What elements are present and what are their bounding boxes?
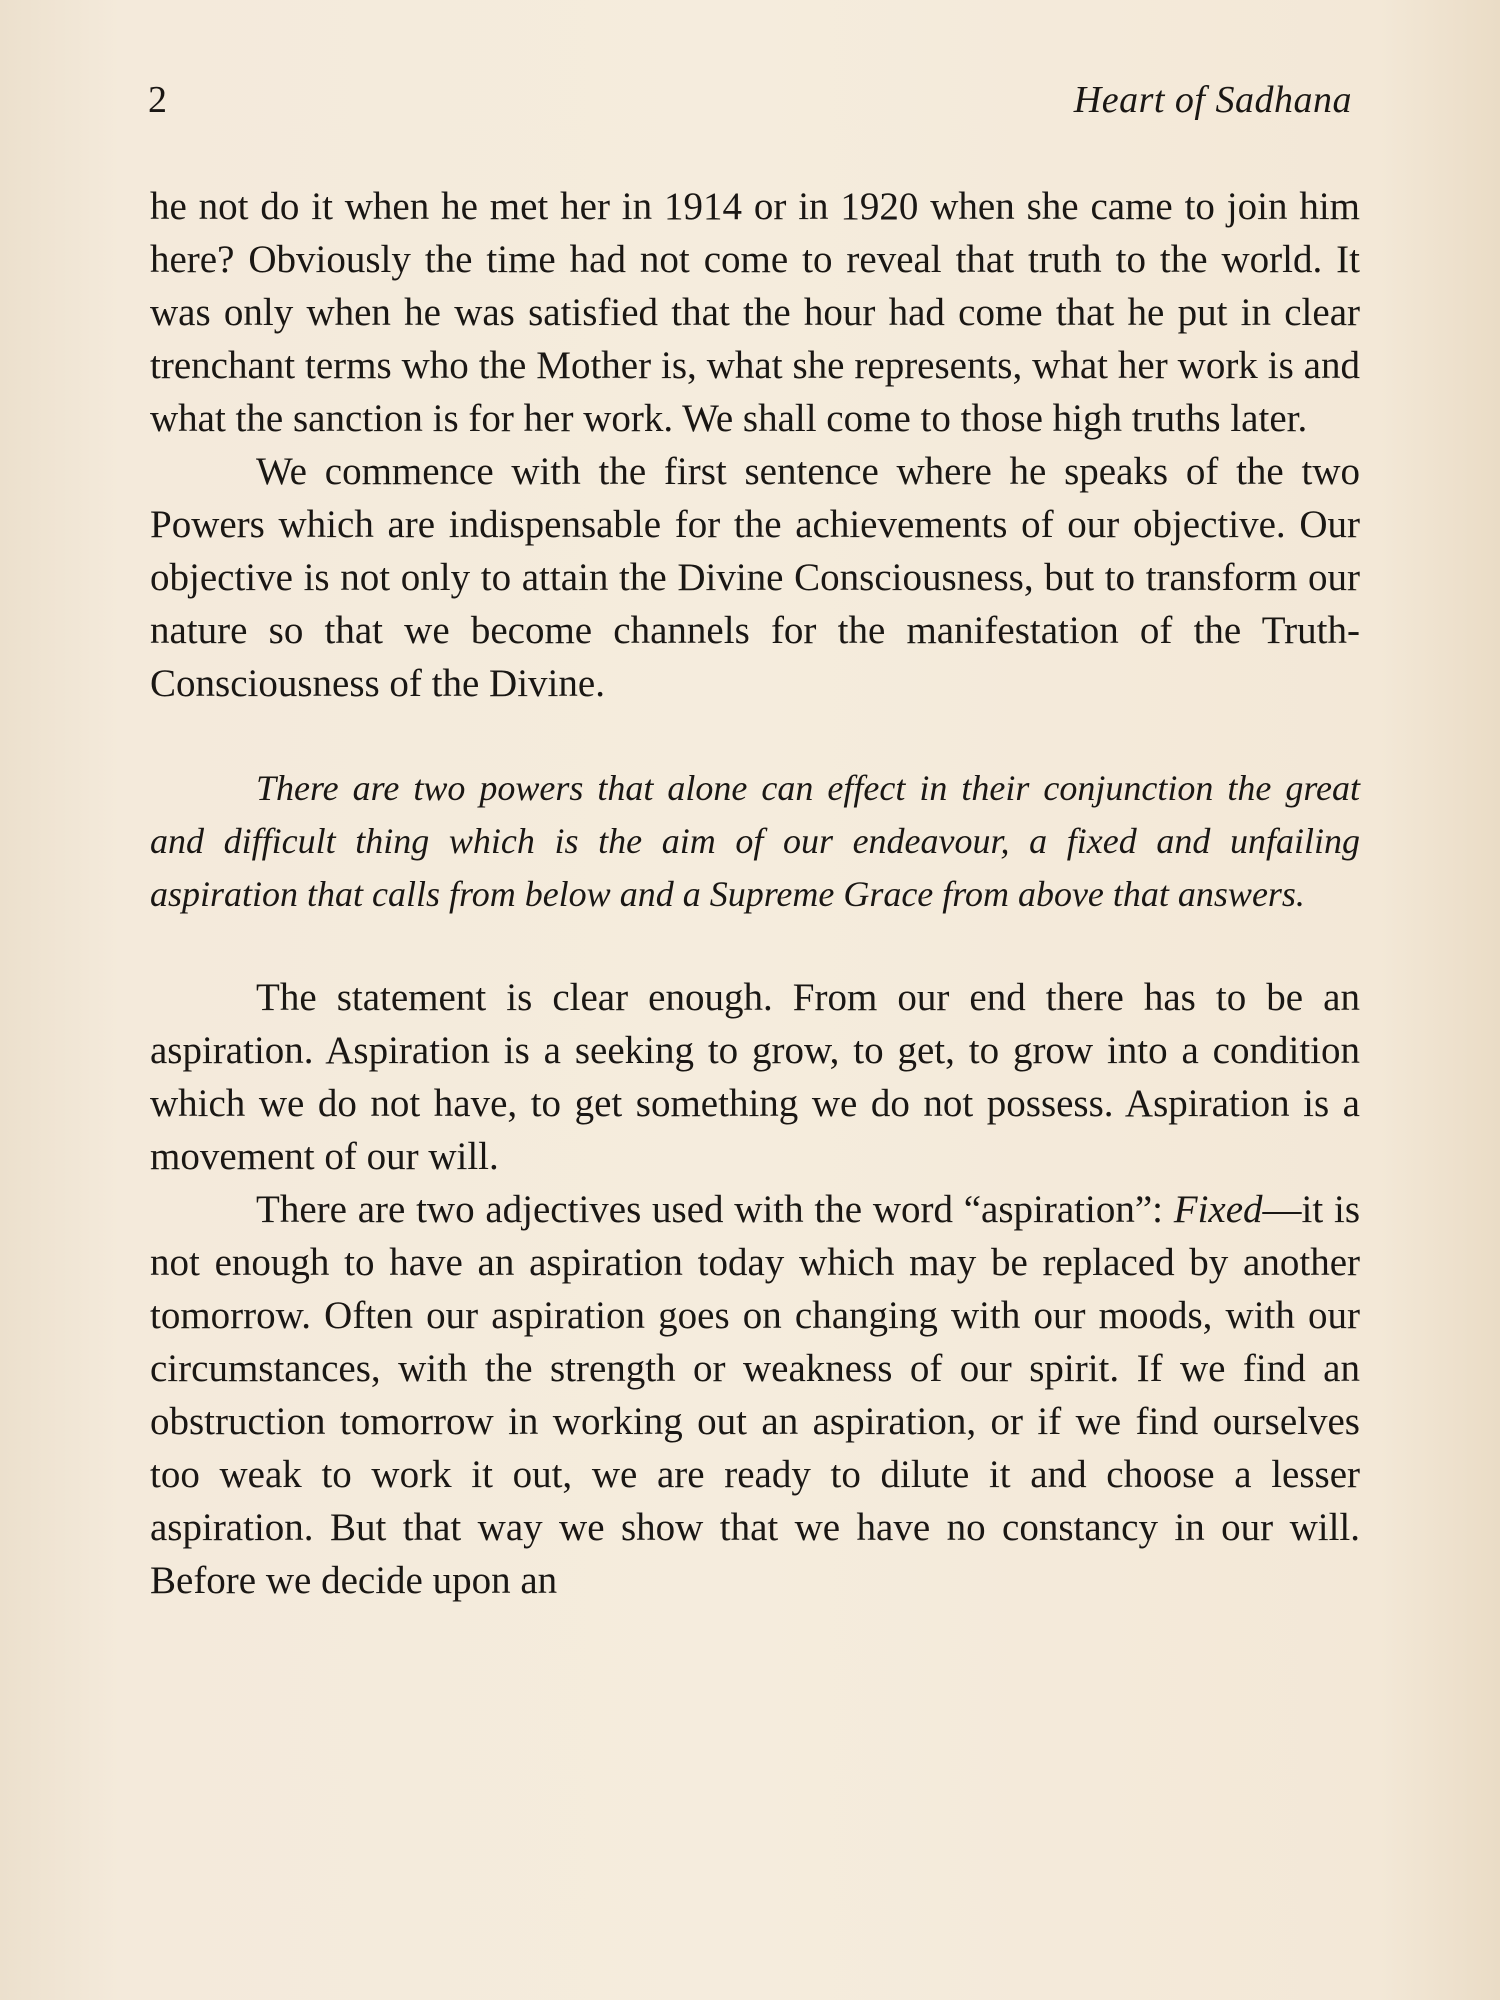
paragraph-1: he not do it when he met her in 1914 or in 1920 when she came to join him here? Obviously the time had not come to reveal that truth to the world. It was only when he was satisfied that the hour had come that he put in clear trenchant terms who the Mother is, what she represents, what her work is and what the sanction is for her work. We shall come to those high truths later. [150, 185, 1360, 440]
paragraph-3: The statement is clear enough. From our end there has to be an aspiration. Aspiration is a seeking to grow, to get, to grow into a condition which we do not have, to get something we do not possess. Aspiration is a movement of our will. [150, 976, 1360, 1178]
page-number: 2 [148, 79, 167, 121]
block-quote: There are two powers that alone can effect in their conjunction the great and difficult thing which is the aim of our endeavour, a fixed and unfailing aspiration that calls from below and a Supreme Grace from above that answers. [150, 768, 1360, 914]
paragraph-4-start: There are two adjectives used with the word “aspiration”: [256, 1188, 1174, 1231]
paragraph-4 [150, 1183, 1360, 1607]
running-head: Heart of Sadhana [1073, 79, 1352, 121]
body-text [150, 180, 1360, 1607]
fixed-term: Fixed [1173, 1188, 1263, 1231]
paragraph-2: We commence with the first sentence where he speaks of the two Powers which are indispensable for the achievements of our objective. Our objective is not only to attain the Divine Consciousness, but to transform our nature so that we become channels for the manifestation of the Truth-Consciousness of the Divine. [150, 450, 1360, 705]
paragraph-4-rest: —it is not enough to have an aspiration today which may be replaced by another tomorrow. Often our aspiration goes on changing with our moods, with our circumstances, with the strength or weakness of our spirit. If we find an obstruction tomorrow in working out an aspiration, or if we find ourselves too weak to work it out, we are ready to dilute it and choose a lesser aspiration. But that way we show that we have no constancy in our will. Before we decide upon an [150, 1188, 1361, 1602]
